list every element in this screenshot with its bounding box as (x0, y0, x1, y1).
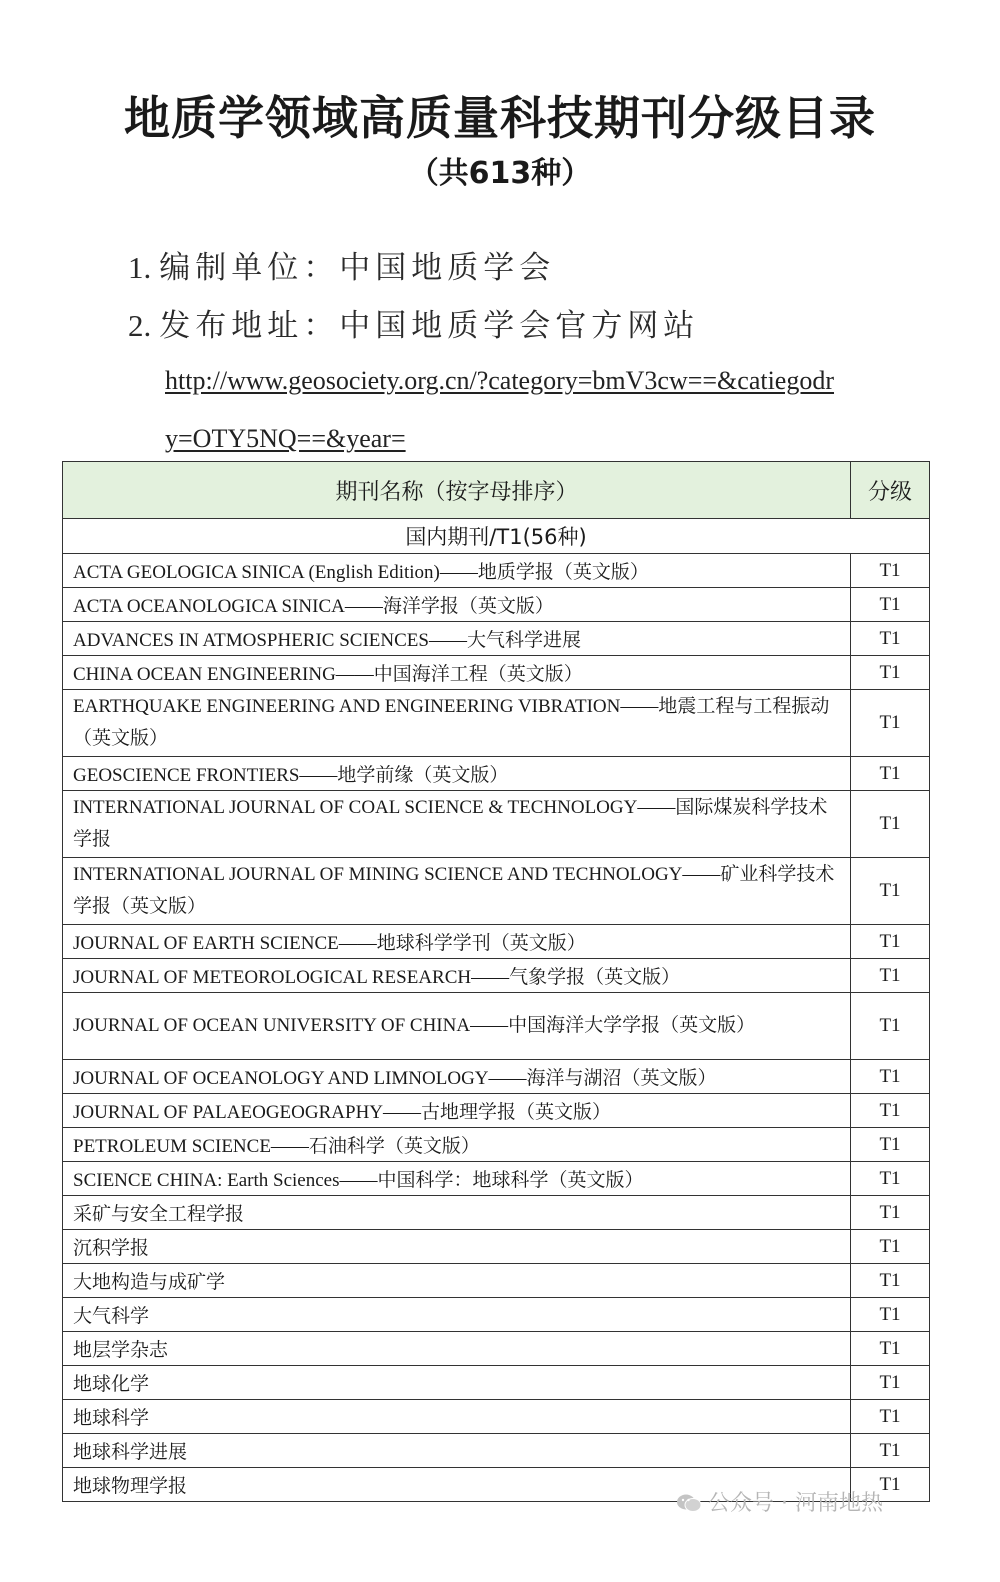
table-row (63, 1298, 930, 1332)
journal-name: INTERNATIONAL JOURNAL OF MINING SCIENCE AND TECHNOLOGY——矿业科学技术学报（英文版） (63, 858, 851, 925)
table-row (63, 1400, 930, 1434)
journal-grade: T1 (851, 1434, 930, 1468)
journal-name: 地球科学进展 (63, 1434, 851, 1468)
table-row (63, 1162, 930, 1196)
journal-grade: T1 (851, 1162, 930, 1196)
table-row (63, 757, 930, 791)
journal-table (62, 461, 930, 1502)
table-row (63, 554, 930, 588)
info-item-number: 1. (128, 250, 152, 285)
journal-grade: T1 (851, 588, 930, 622)
info-item-publish-address (128, 300, 699, 345)
journal-name: 地球科学 (63, 1400, 851, 1434)
journal-grade: T1 (851, 622, 930, 656)
table-row (63, 690, 930, 757)
journal-grade: T1 (851, 925, 930, 959)
table-row (63, 1434, 930, 1468)
table-row (63, 622, 930, 656)
journal-name: ACTA GEOLOGICA SINICA (English Edition)——地质学报（英文版） (63, 554, 851, 588)
journal-name: EARTHQUAKE ENGINEERING AND ENGINEERING VIBRATION——地震工程与工程振动（英文版） (63, 690, 851, 757)
journal-grade: T1 (851, 1332, 930, 1366)
journal-name: PETROLEUM SCIENCE——石油科学（英文版） (63, 1128, 851, 1162)
journal-name: JOURNAL OF METEOROLOGICAL RESEARCH——气象学报（英文版） (63, 959, 851, 993)
journal-name: CHINA OCEAN ENGINEERING——中国海洋工程（英文版） (63, 656, 851, 690)
info-item-compiler (128, 242, 555, 287)
table-row (63, 1094, 930, 1128)
source-url-line-2[interactable]: y=OTY5NQ==&year= (165, 424, 406, 453)
journal-name: 沉积学报 (63, 1230, 851, 1264)
journal-grade: T1 (851, 1094, 930, 1128)
journal-grade: T1 (851, 1230, 930, 1264)
journal-grade: T1 (851, 791, 930, 858)
table-row (63, 858, 930, 925)
table-row (63, 1264, 930, 1298)
info-item-text: 编制单位：中国地质学会 (159, 250, 556, 285)
journal-name: JOURNAL OF EARTH SCIENCE——地球科学学刊（英文版） (63, 925, 851, 959)
journal-name: ADVANCES IN ATMOSPHERIC SCIENCES——大气科学进展 (63, 622, 851, 656)
source-url-line-1[interactable]: http://www.geosociety.org.cn/?category=bmV3cw==&catiegodr (165, 366, 835, 395)
journal-name: 地球化学 (63, 1366, 851, 1400)
journal-grade: T1 (851, 690, 930, 757)
table-row (63, 1196, 930, 1230)
journal-grade: T1 (851, 959, 930, 993)
header-journal-name: 期刊名称（按字母排序） (63, 462, 851, 519)
table-row (63, 1128, 930, 1162)
table-row (63, 1332, 930, 1366)
table-row (63, 1060, 930, 1094)
journal-grade: T1 (851, 1366, 930, 1400)
journal-grade: T1 (851, 1128, 930, 1162)
journal-name: 地层学杂志 (63, 1332, 851, 1366)
journal-name: INTERNATIONAL JOURNAL OF COAL SCIENCE & TECHNOLOGY——国际煤炭科学技术学报 (63, 791, 851, 858)
journal-name: SCIENCE CHINA: Earth Sciences——中国科学：地球科学（英文版） (63, 1162, 851, 1196)
journal-grade: T1 (851, 1196, 930, 1230)
journal-grade: T1 (851, 858, 930, 925)
table-row (63, 1230, 930, 1264)
info-item-number: 2. (128, 308, 152, 343)
journal-grade: T1 (851, 1060, 930, 1094)
journal-grade: T1 (851, 656, 930, 690)
journal-grade: T1 (851, 554, 930, 588)
journal-grade: T1 (851, 993, 930, 1060)
journal-grade: T1 (851, 1264, 930, 1298)
watermark (676, 1486, 883, 1517)
table-row (63, 656, 930, 690)
wechat-icon (676, 1493, 702, 1513)
journal-name: 大地构造与成矿学 (63, 1264, 851, 1298)
journal-name: GEOSCIENCE FRONTIERS——地学前缘（英文版） (63, 757, 851, 791)
page-subtitle: （共613种） (408, 156, 592, 191)
table-row (63, 791, 930, 858)
table-row (63, 993, 930, 1060)
watermark-text: 公众号 · 河南地热 (708, 1491, 883, 1516)
journal-name: JOURNAL OF OCEANOLOGY AND LIMNOLOGY——海洋与湖沼（英文版） (63, 1060, 851, 1094)
journal-grade: T1 (851, 1400, 930, 1434)
info-item-text: 发布地址：中国地质学会官方网站 (159, 308, 700, 343)
journal-name: 大气科学 (63, 1298, 851, 1332)
journal-name: 地球物理学报 (63, 1468, 851, 1502)
journal-grade: T1 (851, 1298, 930, 1332)
journal-grade: T1 (851, 757, 930, 791)
table-row (63, 1366, 930, 1400)
section-header: 国内期刊/T1(56种) (63, 519, 930, 554)
table-row (63, 925, 930, 959)
header-grade: 分级 (851, 462, 930, 519)
table-row (63, 959, 930, 993)
journal-name: JOURNAL OF PALAEOGEOGRAPHY——古地理学报（英文版） (63, 1094, 851, 1128)
journal-name: JOURNAL OF OCEAN UNIVERSITY OF CHINA——中国海洋大学学报（英文版） (63, 993, 851, 1060)
table-row (63, 588, 930, 622)
journal-name: 采矿与安全工程学报 (63, 1196, 851, 1230)
page-title: 地质学领域高质量科技期刊分级目录 (124, 91, 876, 145)
journal-grade: T1 (851, 1468, 930, 1502)
journal-name: ACTA OCEANOLOGICA SINICA——海洋学报（英文版） (63, 588, 851, 622)
